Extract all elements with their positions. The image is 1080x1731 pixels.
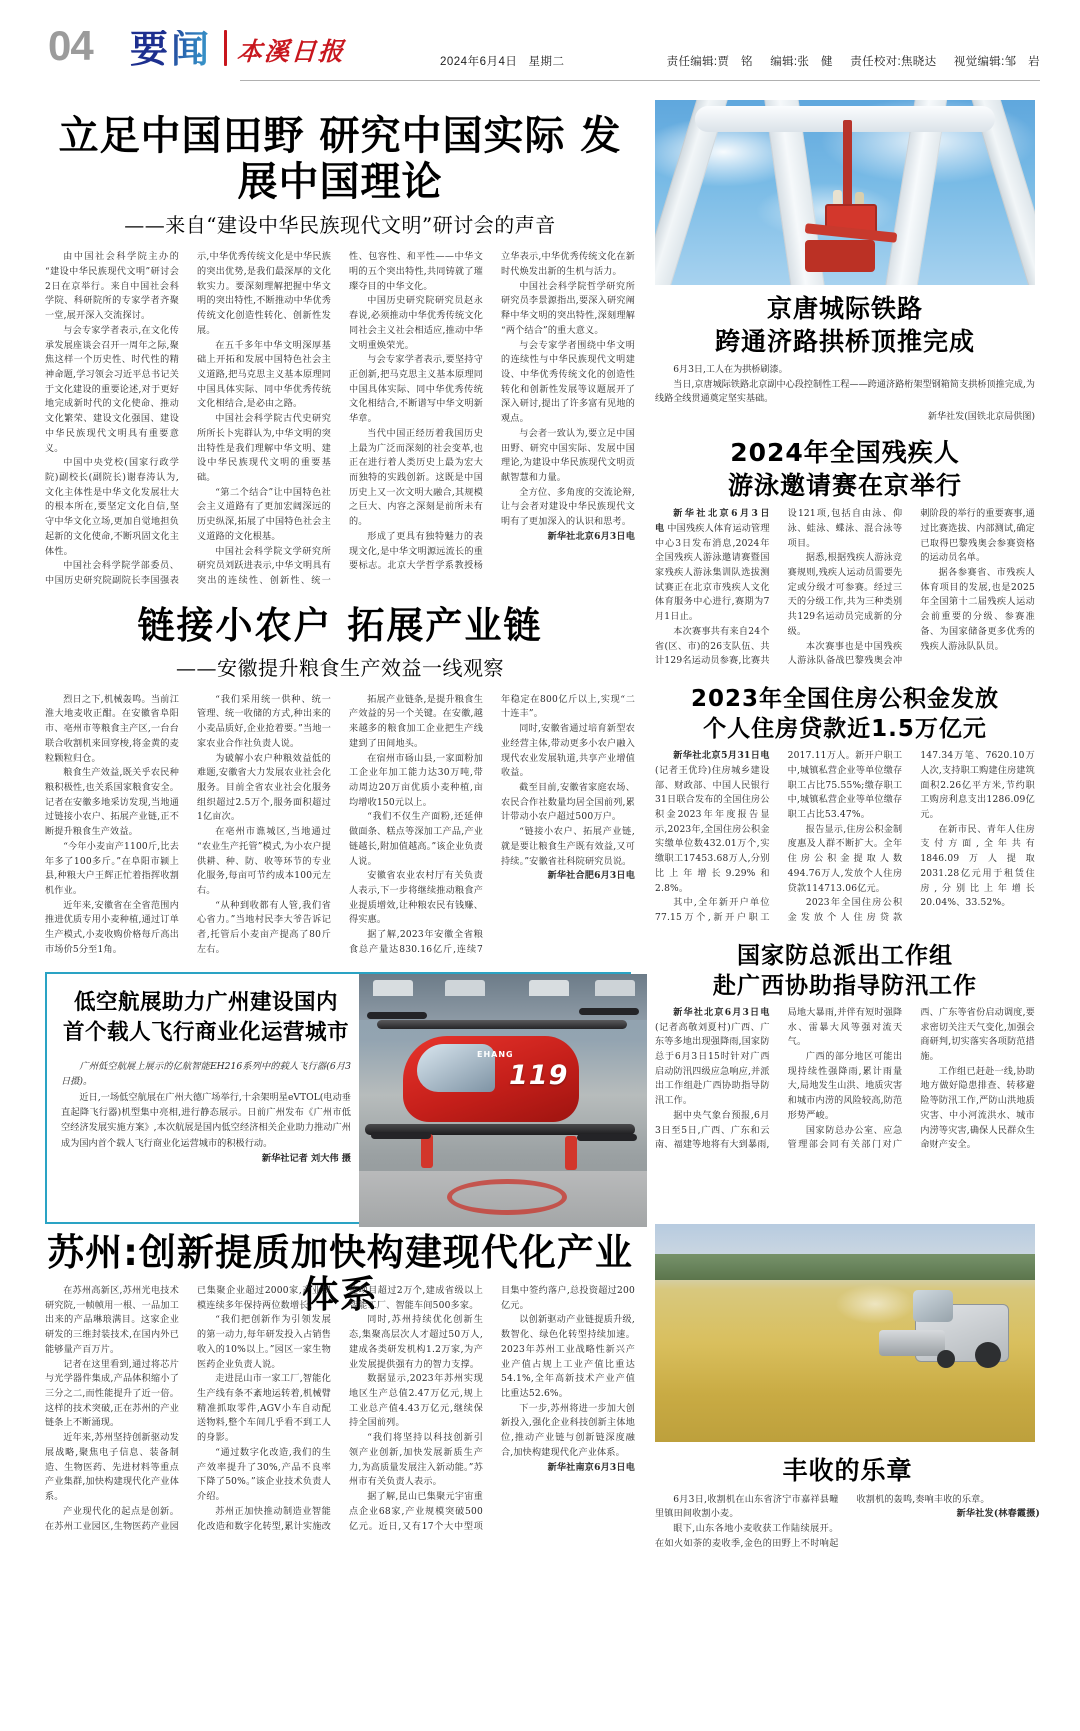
paragraph: 工作组已赶赴一线,协助地方做好隐患排查、转移避险等防汛工作,严防山洪地质灾害、中小河流洪水、城市内涝等灾害,确保人民群众生命财产安全。 [920, 1066, 1035, 1151]
wheat-photo [655, 1224, 1035, 1442]
paragraph: 本次赛事共有来自24个省(区、市)的26支队伍、共计129名运动员参赛,比赛共设121项,包括自由泳、仰泳、蛙泳、蝶泳、混合泳等项目。 [655, 509, 903, 667]
boxed-credit: 新华社记者 刘大伟 摄 [261, 1153, 351, 1165]
paragraph: 在亳州市谯城区,当地通过“农业生产托管”模式,为小农户提供耕、种、防、收等环节的专业化服务,每亩可节约成本100元左右。 [197, 827, 331, 896]
drone-upper-arm [377, 1020, 627, 1029]
paragraph: “我们把创新作为引领发展的第一动力,每年研发投入占销售收入的10%以上。”园区一家生物医药企业负责人说。 [197, 1315, 331, 1370]
wheat-story [655, 1224, 1040, 1551]
paragraph: 中国历史研究院研究员赵永春说,必须推动中华优秀传统文化同社会主义社会相适应,推动中华文明重焕荣光。 [349, 296, 483, 351]
paragraph: 为破解小农户种粮效益低的难题,安徽省大力发展农业社会化服务。目前全省农业社会化服务组织超过2.5万个,服务面积超过1亿亩次。 [197, 753, 331, 823]
paragraph: 中国社会科学院古代史研究所所长卜宪群认为,中华文明的突出特性是我们理解中华文明、建设中华民族现代文明的重要基础。 [197, 414, 331, 483]
harvester-header [879, 1330, 945, 1356]
paragraph [655, 1006, 770, 1109]
housing-byline: 新华社北京5月31日电 [673, 750, 770, 762]
rotor [367, 1012, 427, 1019]
paragraph: 在苏州高新区,苏州光电技术研究院,一帧帧用一根、一品加工出来的产品琳琅满目。这家企业研发的三维封装技术,在国内外已能够量产百万片。 [45, 1286, 179, 1355]
paragraph: 与会者一致认为,要立足中国田野、研究中国实际、发展中国理论,为建设中华民族现代文明贡献智慧和力量。 [501, 428, 635, 483]
paragraph: 近年来,安徽省在全省范围内推进优质专用小麦种植,通过订单生产模式,小麦收购价格每斤高出市场价5分至1角。 [45, 900, 179, 955]
paragraph: 同时,安徽省通过培育新型农业经营主体,带动更多小农户融入现代农业发展轨道,共享产业增值收益。 [501, 724, 635, 779]
paragraph: 当日,京唐城际铁路北京副中心段控制性工程——跨通济路桁架型钢箱简支拱桥顶推完成,为线路全线贯通奠定坚实基础。 [655, 379, 1035, 405]
flood-headline-line1: 国家防总派出工作组 [737, 942, 953, 969]
paragraph: 广西的部分地区可能出现持续性强降雨,累计雨量大,局地发生山洪、地质灾害和城市内涝的风险较高,防范形势严峻。 [787, 1052, 903, 1121]
paragraph: 形成了更具有独特魅力的表现文化,是中华文明源远流长的重要标志。北京大学哲学系教授杨立华表示,中华优秀传统文化在新时代焕发出新的生机与活力。 [349, 252, 635, 572]
housing-body [655, 749, 1035, 926]
paragraph: 本次赛事也是中国残疾人游泳队备战巴黎残奥会冲刺阶段的举行的重要赛事,通过比赛选拔、内部测试,确定已取得巴黎残奥会参赛资格的运动员名单。 [787, 509, 1035, 667]
paragraph: 据各参赛省、市残疾人体育项目的发展,也是2025年全国第十二届残疾人运动会前重要的分级、参赛准备、为国家储备更多优秀的残疾人游泳队队员。 [920, 568, 1035, 652]
nameplate [130, 26, 347, 71]
bottom-body [45, 1284, 635, 1534]
editor-credits [653, 53, 1040, 69]
paragraph: 据中央气象台预报,6月3日至5日,广西、广东和云南、福建等地将有大到暴雨,局地大暴雨,并伴有短时强降水、雷暴大风等强对流天气。 [655, 1007, 903, 1151]
wheat-title: 丰收的乐章 [782, 1456, 913, 1485]
second-subhead: ——安徽提升粮食生产效益一线观察 [176, 655, 504, 680]
boxed-feature [45, 972, 631, 1224]
rotor [577, 1134, 637, 1141]
lead-subhead: ——来自“建设中华民族现代文明”研讨会的声音 [124, 213, 556, 238]
bridge-headline-line1: 京唐城际铁路 [766, 294, 923, 323]
paragraph: 与会专家学者表示,在文化传承发展座谈会召开一周年之际,聚焦这样一个历史性、时代性的精神命题,学习领会习近平总书记关于文化建设的重要论述,对于更好地完成新时代的文化使命、推动文化繁荣、建设文化强国、建设中华民族现代文明具有重要意义。 [45, 325, 179, 454]
paragraph: 报告显示,住房公积金制度惠及人群不断扩大。全年住房公积金提取人数494.76万人,发放个人住房贷款114713.06亿元。 [787, 824, 903, 894]
swim-body [655, 507, 1035, 669]
lead-byline: 新华社北京6月3日电 [547, 530, 635, 542]
paragraph: 在宿州市砀山县,一家面粉加工企业年加工能力达30万吨,带动周边20万亩优质小麦种植,亩均增收150元以上。 [349, 753, 483, 808]
tree-line [655, 1254, 1035, 1280]
lead-article [45, 114, 635, 589]
paragraph: 同时,苏州持续优化创新生态,集聚高层次人才超过50万人,建成各类研发机构1.2万家,为产业发展提供强有力的智力支撑。 [349, 1315, 483, 1370]
paragraph: 近日,一场低空航展在广州大德广场举行,十余架明星eVTOL(电动垂直起降飞行器)机型集中亮相,进行静态展示。日前广州发布《广州市低空经济发展实施方案》,本次航展是国内低空经济相关企业助力推动广州成为国内首个载人飞行商业化运营城市的积极行动。 [61, 1091, 351, 1149]
paragraph [655, 749, 770, 896]
paragraph [655, 507, 770, 625]
paragraph: 粮食生产效益,既关乎农民种粮积极性,也关系国家粮食安全。记者在安徽多地采访发现,当地通过链接小农户、拓展产业链,正不断提升粮食生产效益。 [45, 768, 179, 838]
flood-reporter: (记者高敬刘夏村) [655, 1022, 731, 1033]
paragraph-text: 广西、广东等多地出现强降雨,国家防总于6月3日15时针对广西启动防汛四级应急响应,并派出工作组赴广西协助指导防汛工作。 [655, 1022, 770, 1107]
paragraph: 中国社会科学院学部委员、中国历史研究院副院长李国强表示,中华优秀传统文化是中华民族的突出优势,是我们最深厚的文化软实力。要深刻理解把握中华文明的突出特性,不断推动中华优秀传统文化创造性转化、创新性发展。 [45, 252, 331, 586]
paragraph: “我们将坚持以科技创新引领产业创新,加快发展新质生产力,为高质量发展注入新动能。”苏州市有关负责人表示。 [349, 1433, 483, 1488]
paragraph-text: 中国残疾人体育运动管理中心3日发布消息,2024年全国残疾人游泳邀请赛暨国家残疾人游泳集训队选拔测试赛正在北京市残疾人文化体育服务中心进行,赛期为7月1日止。 [655, 523, 770, 623]
harvester-wheel [937, 1350, 955, 1368]
rotor [579, 1008, 639, 1015]
swim-byline: 新华社北京6月3日电 [655, 508, 770, 534]
boxed-body [61, 1059, 351, 1167]
flood-body [655, 1006, 1035, 1153]
bridge-story [655, 100, 1035, 422]
wheat-caption [655, 1493, 1040, 1552]
bottom-section [45, 1231, 1040, 1549]
paragraph: 中国中央党校(国家行政学院)副校长(副院长)谢春涛认为,文化主体性是中华文化发展壮大的根本所在,要坚定文化自信,坚守中华文化立场,更加自觉地担负起新的文化使命,不断巩固文化主体性。 [45, 458, 179, 557]
paragraph: 记者在这里看到,通过将芯片与光学器件集成,产品体积缩小了三分之二,而性能提升了近一倍。这样的技术突破,正在苏州的产业链条上不断涌现。 [45, 1359, 179, 1429]
second-byline: 新华社合肥6月3日电 [547, 870, 635, 882]
drone-number: 119 [509, 1059, 569, 1091]
landing-pad-marking [447, 1179, 567, 1215]
second-body [45, 693, 635, 958]
harvester [879, 1286, 1009, 1372]
paragraph: 中国社会科学院文学研究所研究员刘跃进表示,中华文明具有突出的连续性、创新性、统一性、包容性、和平性——中华文明的五个突出特性,共同铸就了璀璨夺目的中华文化。 [197, 252, 483, 586]
tent [529, 980, 569, 996]
paragraph: 拓展产业链条,是提升粮食生产效益的另一个关键。在安徽,越来越多的粮食加工企业把生产线建到了田间地头。 [349, 694, 483, 749]
bridge-caption [655, 363, 1035, 407]
credit-visual-editor: 视觉编辑:邹 岩 [953, 56, 1040, 68]
swim-headline-line2: 游泳邀请赛在京举行 [727, 470, 962, 500]
paragraph: 苏州正加快推动制造业智能化改造和数字化转型,累计实施改造项目超过2万个,建成省级以上智能工厂、智能车间500多家。 [197, 1286, 483, 1532]
paragraph: 6月3日,工人在为拱桥刷漆。 [673, 365, 788, 375]
paragraph: “今年小麦亩产1100斤,比去年多了100多斤。”在阜阳市颍上县,种粮大户王辉正忙着指挥收割机作业。 [45, 841, 179, 896]
paragraph: 下一步,苏州将进一步加大创新投入,强化企业科技创新主体地位,推动产业链与创新链深度融合,加快构建现代化产业体系。 [501, 1403, 635, 1458]
paragraph: 国家防总办公室、应急管理部会同有关部门对广西、广东等省份启动调度,要求密切关注天气变化,加强会商研判,切实落实各项防范措施。 [787, 1007, 1035, 1151]
photo-caption: 广州低空航展上展示的亿航智能EH216系列中的载人飞行器(6月3日摄)。 [61, 1060, 351, 1088]
housing-fund-story [655, 685, 1035, 926]
harvester-cab [913, 1290, 953, 1322]
lift-mast [843, 120, 852, 216]
bottom-byline: 新华社南京6月3日电 [547, 1461, 635, 1473]
bridge-headline-line2: 跨通济路拱桥顶推完成 [714, 326, 975, 356]
lift-base [805, 240, 875, 272]
publication-date [440, 53, 564, 69]
paragraph: 与会专家学者表示,要坚持守正创新,把马克思主义基本原理同中国具体实际、同中华优秀传统文化相结合,不断谱写中华文明新华章。 [349, 355, 483, 425]
flood-story [655, 942, 1035, 1153]
landing-leg [421, 1134, 433, 1168]
paragraph: 近年来,苏州坚持创新驱动发展战略,聚焦电子信息、装备制造、生物医药、先进材料等重点产业集群,加快构建现代化产业体系。 [45, 1433, 179, 1503]
masthead-rule [240, 80, 1040, 81]
paragraph-text: 住房城乡建设部、财政部、中国人民银行31日联合发布的全国住房公积金2023年年度报告显示,2023年,全国住房公积金实缴单位数432.01万个,实缴职工17453.68万人,分别比上年增长9.29%和2.8%。 [655, 765, 770, 894]
paragraph: 以创新驱动产业链提质升级,数智化、绿色化转型持续加速。2023年苏州工业战略性新兴产业产值占规上工业产值比重达54.1%,全年高新技术产业产值比重达52.6%。 [501, 1315, 635, 1400]
paragraph: 截至目前,安徽省家庭农场、农民合作社数量均居全国前列,累计带动小农户超过500万户。 [501, 782, 635, 823]
tent [595, 980, 635, 996]
flood-byline: 新华社北京6月3日电 [673, 1006, 770, 1018]
paragraph: 安徽省农业农村厅有关负责人表示,下一步将继续推动粮食产业提质增效,让种粮农民有钱赚、得实惠。 [349, 871, 483, 926]
masthead [0, 0, 1080, 92]
paragraph: 在新市民、青年人住房支付方面,全年共有1846.09万人提取2031.28亿元用于租赁住房,分别比上年增长20.04%、33.52%。 [920, 824, 1035, 909]
bottom-left-article [45, 1284, 635, 1534]
tent [373, 980, 413, 996]
page-number: 04 [48, 22, 93, 69]
paragraph: “我们不仅生产面粉,还延伸做面条、糕点等深加工产品,产业链越长,附加值越高。”该企业负责人说。 [349, 812, 483, 867]
lead-headline: 立足中国田野 研究中国实际 发展中国理论 [58, 113, 622, 205]
paragraph: 由中国社会科学院主办的“建设中华民族现代文明”研讨会2日在京举行。来自中国社会科学院、科研院所的专家学者齐聚一堂,展开深入交流探讨。 [45, 252, 179, 322]
boxed-headline-line1: 低空航展助力广州建设国内 [73, 989, 338, 1015]
bridge-photo [655, 100, 1035, 285]
paragraph: 全方位、多角度的交流论辩,让与会者对建设中华民族现代文明有了更加深入的认识和思考。 [501, 487, 635, 528]
paragraph: “通过数字化改造,我们的生产效率提升了30%,产品不良率下降了50%。”该企业技术负责人介绍。 [197, 1447, 331, 1503]
flood-headline-line2: 赴广西协助指导防汛工作 [713, 972, 977, 999]
paragraph: “我们采用统一供种、统一管理、统一收储的方式,种出来的小麦品质好,企业抢着要。”当地一家农业合作社负责人说。 [197, 694, 331, 749]
paragraph: “从种到收都有人管,我们省心省力。”当地村民李大爷告诉记者,托管后小麦亩产提高了80斤左右。 [197, 900, 331, 955]
paragraph: 中国社会科学院哲学研究所研究员李景源指出,要深入研究阐释中华文明的突出特性,深刻理解“两个结合”的重大意义。 [501, 281, 635, 336]
weekday-text: 星期二 [528, 56, 565, 68]
drone-photo [359, 974, 647, 1227]
left-column [45, 100, 635, 1224]
landing-leg [565, 1136, 577, 1170]
lead-body [45, 250, 635, 589]
drone-logo: EHANG [477, 1049, 514, 1059]
bottom-headline: 苏州:创新提质加快构建现代化产业体系 [47, 1231, 633, 1317]
wheat-credit: 新华社发(林春霞摄) [956, 1508, 1040, 1520]
paragraph: “链接小农户、拓展产业链,就是要让粮食生产既有效益,又可持续。”安徽省社科院研究员说。 [501, 827, 635, 867]
right-column [655, 100, 1035, 1153]
paragraph: 烈日之下,机械轰鸣。当前江淮大地麦收正酣。在安徽省阜阳市、亳州市等粮食主产区,一台台联合收割机来回穿梭,将金黄的麦粒颗粒归仓。 [45, 694, 179, 764]
nameplate-divider [224, 30, 227, 66]
harvester-wheel [975, 1342, 1001, 1368]
paragraph: 当代中国正经历着我国历史上最为广泛而深刻的社会变革,也正在进行着人类历史上最为宏大而独特的实践创新。这既是中国历史上又一次文明大融合,其规模之巨大、内容之深刻是前所未有的。 [349, 428, 483, 528]
swim-headline-line1: 2024年全国残疾人 [730, 438, 960, 468]
paragraph: “第二个结合”让中国特色社会主义道路有了更加宏阔深远的历史纵深,拓展了中国特色社会主义道路的文化根基。 [197, 487, 331, 542]
tent [445, 980, 485, 996]
paragraph: 据悉,根据残疾人游泳竞赛规则,残疾人运动员需要先定或分级才可参赛。经过三天的分级工作,共为三种类别共129名运动员完成新的分级。 [787, 553, 903, 637]
paragraph: 数据显示,2023年苏州实现地区生产总值2.47万亿元,规上工业总产值4.43万亿元,继续保持全国前列。 [349, 1374, 483, 1429]
housing-headline-line1: 2023年全国住房公积金发放 [690, 686, 999, 713]
credit-responsible-editor: 责任编辑:贾 铭 [666, 56, 753, 68]
bridge-credit: 新华社发(国铁北京局供图) [927, 412, 1035, 423]
second-headline: 链接小农户 拓展产业链 [137, 603, 543, 647]
paragraph: 其中,全年新开户单位77.15万个,新开户职工2017.11万人。新开户职工中,城镇私营企业等单位缴存职工占比75.55%;缴存职工中,城镇私营企业等单位缴存职工占比53.47%。 [655, 751, 903, 924]
paragraph: 产业现代化的起点是创新。在苏州工业园区,生物医药产业园已集聚企业超过2000家,产业规模连续多年保持两位数增长。 [45, 1286, 331, 1532]
paragraph: 据了解,2023年安徽全省粮食总产量达830.16亿斤,连续7年稳定在800亿斤以上,实现“二十连丰”。 [349, 694, 635, 955]
housing-reporter: (记者王优玲) [655, 765, 712, 776]
second-article [45, 605, 635, 958]
credit-editor: 编辑:张 健 [770, 56, 833, 68]
paragraph: 走进昆山市一家工厂,智能化生产线有条不紊地运转着,机械臂精准抓取零件,AGV小车自动配送物料,整个车间几乎看不到工人的身影。 [197, 1374, 331, 1444]
credit-proofreader: 责任校对:焦晓达 [850, 56, 937, 68]
paragraph: 与会专家学者围绕中华文明的连续性与中华民族现代文明建设、中华优秀传统文化的创造性转化和创新性发展等议题展开了深入研讨,提出了许多富有见地的观点。 [501, 340, 635, 425]
paragraph: 眼下,山东各地小麦收获工作陆续展开。在如火如荼的麦收季,金色的田野上不时响起收割机的轰鸣,奏响丰收的乐章。 [655, 1494, 990, 1549]
paragraph: 2023年全国住房公积金发放个人住房贷款147.34万笔、7620.10万人次,支持职工购建住房建筑面积2.26亿平方米,节约职工购房利息支出1286.09亿元。 [787, 751, 1035, 924]
paragraph: 6月3日,收割机在山东省济宁市嘉祥县疃里镇田间收割小麦。 [655, 1494, 839, 1520]
section-title: 要闻 [130, 26, 213, 71]
paragraph: 据了解,昆山已集聚元宇宙重点企业68家,产业规模突破500亿元。近日,又有17个大中型项目集中签约落户,总投资超过200亿元。 [349, 1286, 635, 1532]
rotor [371, 1132, 431, 1139]
paragraph: 在五千多年中华文明深厚基础上开拓和发展中国特色社会主义道路,把马克思主义基本原理同中国具体实际、同中华优秀传统文化相结合,是必由之路。 [197, 340, 331, 410]
boxed-headline-line2: 首个载人飞行商业化运营城市 [62, 1020, 349, 1046]
boxed-text-area [61, 988, 351, 1167]
housing-headline-line2: 个人住房贷款近1.5万亿元 [703, 716, 987, 743]
paper-name: 本溪日报 [236, 37, 347, 66]
date-text: 2024年6月4日 [440, 56, 518, 68]
swim-story [655, 438, 1035, 669]
